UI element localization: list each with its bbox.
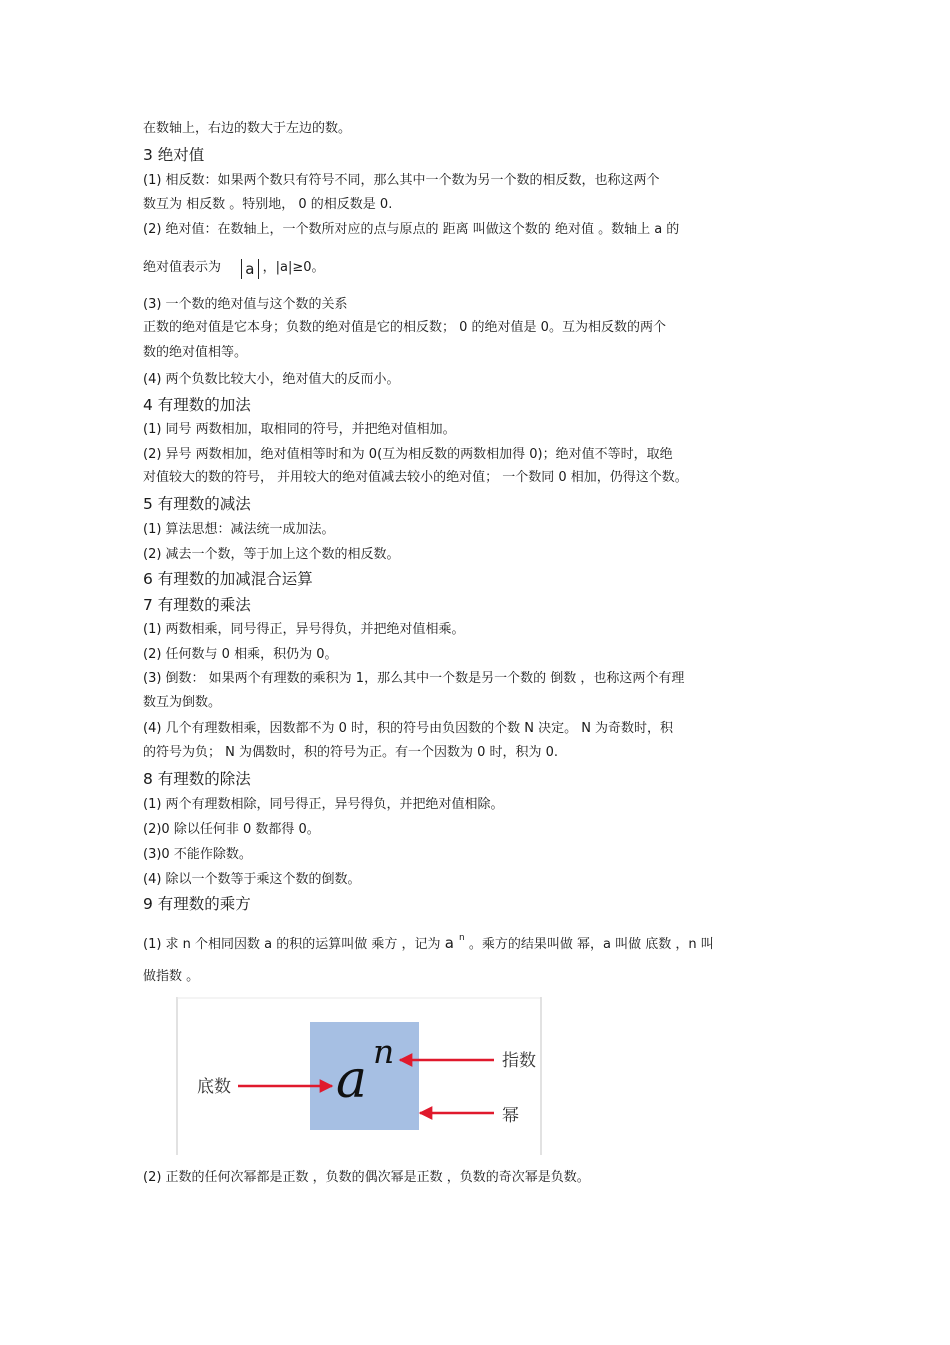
heading-subtraction: 5 有理数的减法 [143,495,251,513]
line-absolute-relation: (3) 一个数的绝对值与这个数的关系 [143,297,348,312]
line-absolute-def-2 [143,259,325,279]
heading-addition: 4 有理数的加法 [143,396,251,414]
diagram-base-label: 底数 [197,1077,231,1097]
line-power-def-2: 做指数 。 [143,969,200,984]
line-division-reciprocal: (4) 除以一个数等于乘这个数的倒数。 [143,872,361,887]
line-division-zero: (2)0 除以任何非 0 数都得 0。 [143,822,320,837]
power-diagram [176,997,542,1155]
line-addition-diff-sign-1: (2) 异号 两数相加，绝对值相等时和为 0(互为相反数的两数相加得 0)；绝对值不等时，取绝 [143,447,673,462]
heading-power: 9 有理数的乘方 [143,895,251,913]
diagram-power-label: 幂 [502,1106,519,1126]
line-division-no-zero: (3)0 不能作除数。 [143,847,252,862]
line-negative-compare: (4) 两个负数比较大小，绝对值大的反而小。 [143,372,400,387]
line-absolute-rules-2: 数的绝对值相等。 [143,345,248,360]
line-reciprocal-2: 数互为倒数。 [143,695,222,710]
power-base-symbol: a [444,934,454,952]
line-absolute-def-1: (2) 绝对值：在数轴上，一个数所对应的点与原点的 距离 叫做这个数的 绝对值 。数轴上 a 的 [143,222,680,237]
line-subtraction-idea: (1) 算法思想：减法统一成加法。 [143,522,335,537]
absolute-value-notation: a [241,259,258,279]
line-opposite-def-1: (1) 相反数：如果两个数只有符号不同，那么其中一个数为另一个数的相反数，也称这两个 [143,173,660,188]
line-power-def-1 [143,935,714,954]
heading-division: 8 有理数的除法 [143,770,251,788]
heading-absolute-value: 3 绝对值 [143,146,205,164]
heading-mixed-operations: 6 有理数的加减混合运算 [143,570,313,588]
line-addition-same-sign: (1) 同号 两数相加，取相同的符号，并把绝对值相加。 [143,422,456,437]
line-subtraction-rule: (2) 减去一个数，等于加上这个数的相反数。 [143,547,400,562]
line-reciprocal-1: (3) 倒数： 如果两个有理数的乘积为 1，那么其中一个数是另一个数的 倒数 ，也称这两个有理 [143,671,685,686]
line-division-rule: (1) 两个有理数相除，同号得正，异号得负，并把绝对值相除。 [143,797,504,812]
diagram-exponent-symbol: n [373,1032,395,1071]
diagram-base-symbol: a [336,1050,368,1110]
line-number-line-order: 在数轴上，右边的数大于左边的数。 [143,121,352,136]
power-def-prefix: (1) 求 n 个相同因数 a 的积的运算叫做 乘方 ，记为 [143,937,445,952]
power-def-suffix: 。乘方的结果叫做 幂，a 叫做 底数 ，n 叫 [468,937,714,952]
power-exponent-symbol: n [459,933,465,943]
line-absolute-rules-1: 正数的绝对值是它本身；负数的绝对值是它的相反数； 0 的绝对值是 0。互为相反数的两个 [143,320,666,335]
line-addition-diff-sign-2: 对值较大的数的符号， 并用较大的绝对值减去较小的绝对值； 一个数同 0 相加，仍得这个数。 [143,470,688,485]
line-multiplication-zero: (2) 任何数与 0 相乘，积仍为 0。 [143,647,338,662]
absolute-notation-suffix: ，|a|≥0。 [262,260,325,275]
line-power-sign-rules: (2) 正数的任何次幂都是正数 ，负数的偶次幂是正数 ，负数的奇次幂是负数。 [143,1170,590,1185]
line-sign-rule-2: 的符号为负； N 为偶数时，积的符号为正。有一个因数为 0 时，积为 0. [143,745,559,760]
heading-multiplication: 7 有理数的乘法 [143,596,251,614]
line-multiplication-rule: (1) 两数相乘，同号得正，异号得负，并把绝对值相乘。 [143,622,465,637]
line-sign-rule-1: (4) 几个有理数相乘，因数都不为 0 时，积的符号由负因数的个数 N 决定。 N 为奇数时，积 [143,721,674,736]
absolute-notation-prefix: 绝对值表示为 [143,260,222,275]
line-opposite-def-2: 数互为 相反数 。特别地， 0 的相反数是 0. [143,197,393,212]
diagram-exponent-label: 指数 [502,1051,536,1071]
